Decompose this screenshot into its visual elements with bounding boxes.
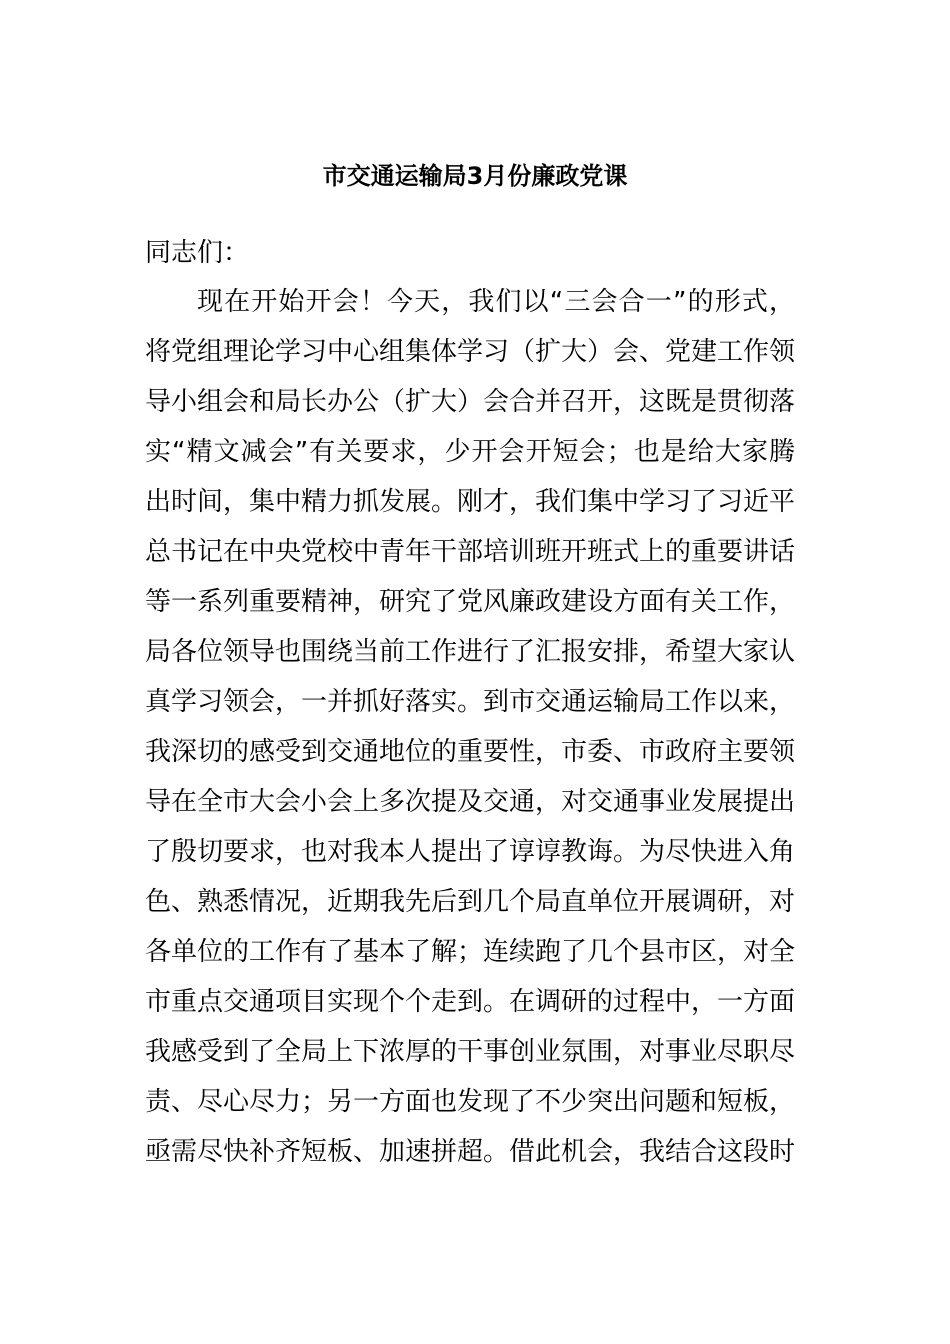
document-title: 市交通运输局3月份廉政党课 — [322, 162, 628, 190]
paragraph-line: 我深切的感受到交通地位的重要性，市委、市政府主要领 — [145, 737, 796, 767]
paragraph-line: 色、熟悉情况，近期我先后到几个局直单位开展调研，对 — [145, 887, 796, 917]
paragraph-line: 各单位的工作有了基本了解；连续跑了几个县市区，对全 — [145, 937, 796, 967]
paragraph-line: 将党组理论学习中心组集体学习（扩大）会、党建工作领 — [145, 337, 796, 367]
paragraph-line: 导小组会和局长办公（扩大）会合并召开，这既是贯彻落 — [145, 387, 796, 417]
paragraph-line: 导在全市大会小会上多次提及交通，对交通事业发展提出 — [145, 787, 796, 817]
salutation: 同志们： — [145, 238, 250, 268]
paragraph-line: 责、尽心尽力；另一方面也发现了不少突出问题和短板， — [145, 1087, 796, 1117]
paragraph-line: 现在开始开会！今天，我们以“三会合一”的形式， — [197, 287, 795, 317]
paragraph-line: 市重点交通项目实现个个走到。在调研的过程中，一方面 — [145, 987, 796, 1017]
paragraph-line: 出时间，集中精力抓发展。刚才，我们集中学习了习近平 — [145, 487, 796, 517]
paragraph-line: 总书记在中央党校中青年干部培训班开班式上的重要讲话 — [145, 537, 796, 567]
paragraph-line: 我感受到了全局上下浓厚的干事创业氛围，对事业尽职尽 — [145, 1037, 796, 1067]
paragraph-line: 实“精文减会”有关要求，少开会开短会；也是给大家腾 — [145, 437, 795, 467]
paragraph-line: 真学习领会，一并抓好落实。到市交通运输局工作以来， — [145, 687, 796, 717]
paragraph-line: 亟需尽快补齐短板、加速拼超。借此机会，我结合这段时 — [145, 1137, 796, 1167]
paragraph-line: 等一系列重要精神，研究了党风廉政建设方面有关工作， — [145, 587, 796, 617]
body-paragraph — [145, 277, 795, 1177]
paragraph-line: 局各位领导也围绕当前工作进行了汇报安排，希望大家认 — [145, 637, 796, 667]
paragraph-line: 了殷切要求，也对我本人提出了谆谆教诲。为尽快进入角 — [145, 837, 796, 867]
